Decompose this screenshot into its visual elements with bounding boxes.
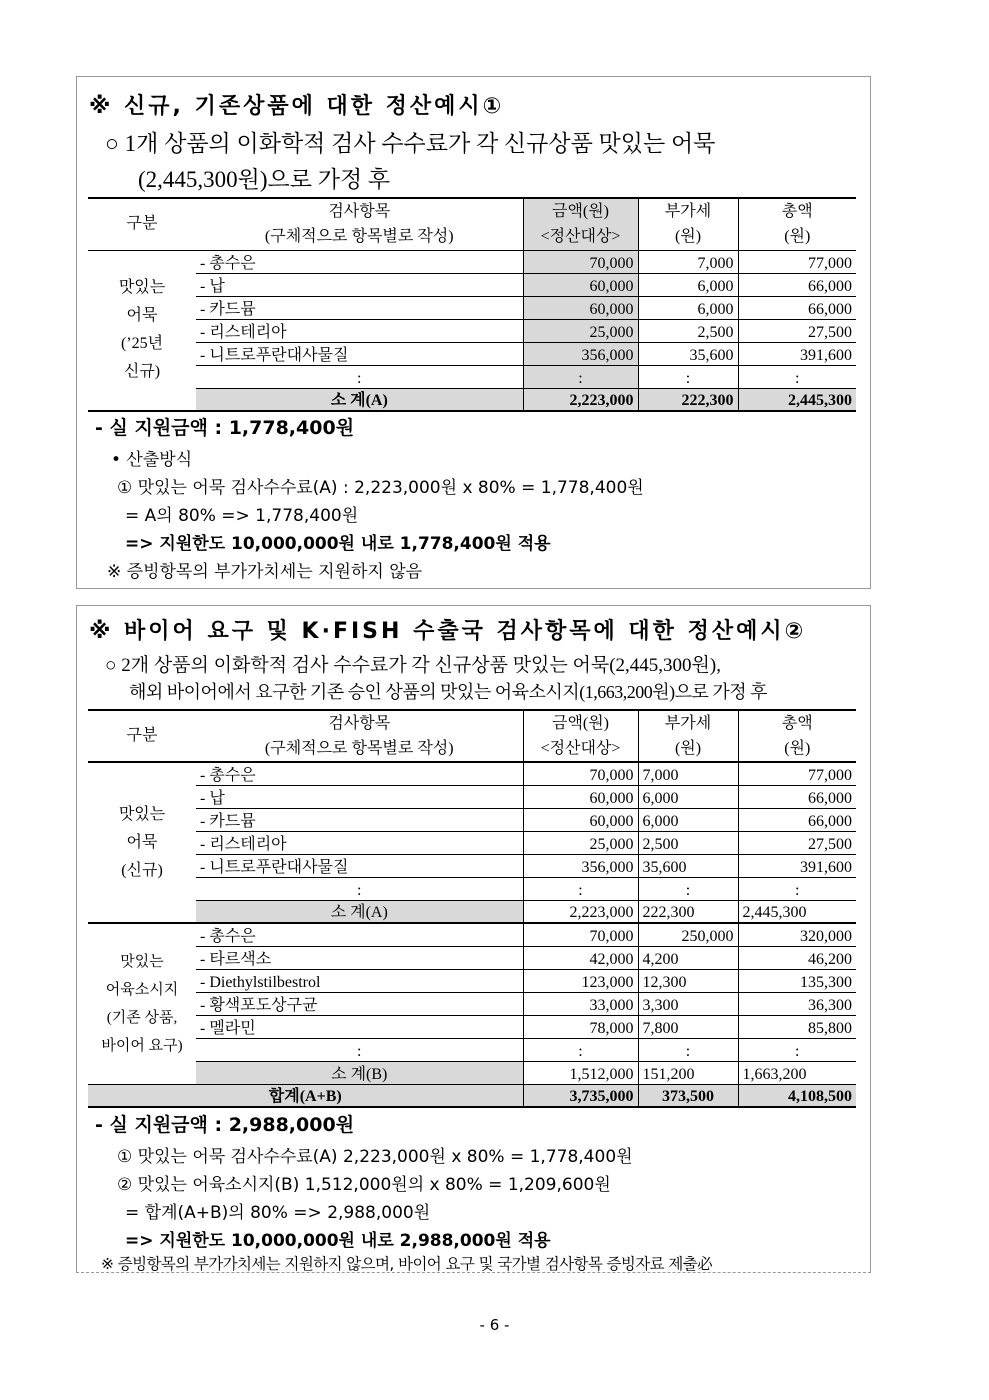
subtotal-total: 2,445,300: [738, 388, 856, 411]
subtotal-amount: 2,223,000: [523, 388, 638, 411]
item-amount: 70,000: [523, 250, 638, 273]
header-item: 검사항목: [328, 714, 391, 732]
section1-calc3: => 지원한도 10,000,000원 내로 1,778,400원 적용: [125, 534, 551, 554]
subtotal-label: 소 계(B): [196, 1061, 523, 1084]
item-vat: 6,000: [638, 785, 738, 808]
item-amount: 60,000: [523, 808, 638, 831]
item-total: 27,500: [738, 319, 856, 342]
item-amount: 78,000: [523, 1015, 638, 1038]
item-vat: 12,300: [638, 969, 738, 992]
example-box-1: [76, 76, 871, 589]
example-box-2: [76, 605, 871, 1273]
header-amount: 금액(원): [523, 710, 638, 736]
item-name: - 리스테리아: [200, 323, 287, 341]
item-name: - 총수은: [200, 927, 256, 945]
section1-assumption-line2: (2,445,300원)으로 가정 후: [138, 167, 391, 192]
item-vat: 35,600: [638, 342, 738, 365]
item-vat: 35,600: [638, 854, 738, 877]
table-row: [88, 342, 856, 365]
header-item-note: (구체적으로 항목별로 작성): [264, 739, 454, 757]
item-vat: 6,000: [638, 808, 738, 831]
settlement-table-1: [88, 197, 856, 412]
section1-assumption-line1: ○ 1개 상품의 이화학적 검사 수수료가 각 신규상품 맛있는 어묵: [105, 131, 716, 156]
item-total: 27,500: [738, 831, 856, 854]
item-name: - 납: [200, 789, 225, 807]
section2-calc3: = 합계(A+B)의 80% => 2,988,000원: [125, 1203, 431, 1223]
header-total: 총액: [738, 198, 856, 224]
item-total: :: [738, 365, 856, 388]
table-row: [88, 831, 856, 854]
header-total: 총액: [738, 710, 856, 736]
table-row: [88, 250, 856, 273]
item-amount: :: [523, 365, 638, 388]
header-total-unit: (원): [738, 736, 856, 762]
item-name: - 멜라민: [200, 1019, 256, 1037]
header-vat: 부가세: [638, 198, 738, 224]
section2-support-amount: - 실 지원금액 : 2,988,000원: [95, 1114, 355, 1136]
grand-total-vat: 373,500: [638, 1084, 738, 1107]
section2-calc4: => 지원한도 10,000,000원 내로 2,988,000원 적용: [125, 1231, 551, 1251]
grand-total-label: 합계(A+B): [88, 1084, 523, 1107]
section1-calc2: = A의 80% => 1,778,400원: [125, 506, 359, 526]
item-name: - 황색포도상구균: [200, 996, 318, 1014]
item-amount: 123,000: [523, 969, 638, 992]
header-vat-unit: (원): [638, 736, 738, 762]
table-row: [88, 877, 856, 900]
item-total: 77,000: [738, 762, 856, 785]
section1-support-amount: - 실 지원금액 : 1,778,400원: [95, 417, 355, 439]
item-vat: 4,200: [638, 946, 738, 969]
item-name: - 니트로푸란대사물질: [200, 858, 349, 876]
item-vat: 7,800: [638, 1015, 738, 1038]
section2-assumption-line1: ○ 2개 상품의 이화학적 검사 수수료가 각 신규상품 맛있는 어묵(2,445,300원),: [105, 655, 721, 676]
item-name: - 총수은: [200, 254, 256, 272]
header-vat-unit: (원): [638, 224, 738, 250]
table-row: [88, 923, 856, 946]
table-header-row: [88, 198, 856, 224]
subtotal-total: 2,445,300: [738, 900, 856, 923]
table-header-row: [88, 710, 856, 736]
item-total: 135,300: [738, 969, 856, 992]
item-vat: 2,500: [638, 319, 738, 342]
item-name: - 총수은: [200, 766, 256, 784]
subtotal-row: [88, 900, 856, 923]
item-amount: :: [523, 877, 638, 900]
item-name: - 타르색소: [200, 950, 272, 968]
section1-note: ※ 증빙항목의 부가가치세는 지원하지 않음: [107, 562, 423, 582]
item-name: :: [357, 881, 362, 899]
item-name: - 납: [200, 277, 225, 295]
group-label-sausage: 맛있는 어육소시지 (기존 상품, 바이어 요구): [101, 953, 183, 1054]
table-row: [88, 969, 856, 992]
settlement-table-2: [88, 709, 856, 1108]
table-row: [88, 854, 856, 877]
item-vat: 3,300: [638, 992, 738, 1015]
item-amount: 25,000: [523, 319, 638, 342]
subtotal-vat: 222,300: [638, 388, 738, 411]
section2-calc2: ② 맛있는 어육소시지(B) 1,512,000원의 x 80% = 1,209,600원: [117, 1175, 611, 1195]
table-row: [88, 946, 856, 969]
item-vat: :: [638, 1038, 738, 1061]
subtotal-vat: 151,200: [638, 1061, 738, 1084]
section2-title: ※ 바이어 요구 및 K·FISH 수출국 검사항목에 대한 정산예시②: [89, 619, 807, 644]
item-total: 46,200: [738, 946, 856, 969]
item-name: :: [357, 369, 362, 387]
item-total: 36,300: [738, 992, 856, 1015]
item-total: 320,000: [738, 923, 856, 946]
header-amount-note: <정산대상>: [523, 224, 638, 250]
section2-assumption-line2: 해외 바이어에서 요구한 기존 승인 상품의 맛있는 어육소시지(1,663,200원)으로 가정 후: [129, 682, 768, 702]
section2-note: ※ 증빙항목의 부가가치세는 지원하지 않으며, 바이어 요구 및 국가별 검사항목 증빙자료 제출必: [101, 1255, 713, 1273]
grand-total-row: [88, 1084, 856, 1107]
item-amount: 356,000: [523, 854, 638, 877]
subtotal-row: [88, 1061, 856, 1084]
item-amount: 70,000: [523, 762, 638, 785]
item-name: - 니트로푸란대사물질: [200, 346, 349, 364]
item-name: :: [357, 1042, 362, 1060]
item-amount: 33,000: [523, 992, 638, 1015]
item-name: - 카드뮴: [200, 300, 256, 318]
item-total: 66,000: [738, 808, 856, 831]
grand-total-total: 4,108,500: [738, 1084, 856, 1107]
table-row: [88, 992, 856, 1015]
item-vat: :: [638, 365, 738, 388]
item-name: - Diethylstilbestrol: [200, 973, 321, 991]
item-total: :: [738, 877, 856, 900]
page-number: - 6 -: [479, 1316, 510, 1334]
section1-calc-label: • 산출방식: [111, 450, 193, 470]
table-row: [88, 273, 856, 296]
header-amount-note: <정산대상>: [523, 736, 638, 762]
item-total: :: [738, 1038, 856, 1061]
item-total: 391,600: [738, 854, 856, 877]
section1-calc1: ① 맛있는 어묵 검사수수료(A) : 2,223,000원 x 80% = 1,778,400원: [117, 478, 644, 498]
item-vat: 250,000: [638, 923, 738, 946]
item-vat: 2,500: [638, 831, 738, 854]
table-row: [88, 319, 856, 342]
header-category: 구분: [126, 215, 158, 233]
table-header-row: [88, 224, 856, 250]
subtotal-vat: 222,300: [638, 900, 738, 923]
grand-total-amount: 3,735,000: [523, 1084, 638, 1107]
group-label-fishcake: 맛있는 어묵 (’25년 신규): [88, 250, 196, 411]
group-label-fishcake: 맛있는 어묵 (신규): [88, 762, 196, 923]
item-amount: 60,000: [523, 273, 638, 296]
item-total: 391,600: [738, 342, 856, 365]
subtotal-label: 소 계(A): [196, 900, 523, 923]
item-amount: 356,000: [523, 342, 638, 365]
subtotal-row: [88, 388, 856, 411]
subtotal-amount: 1,512,000: [523, 1061, 638, 1084]
subtotal-label: 소 계(A): [196, 388, 523, 411]
item-vat: 7,000: [638, 762, 738, 785]
table-row: [88, 808, 856, 831]
item-total: 85,800: [738, 1015, 856, 1038]
item-amount: 60,000: [523, 296, 638, 319]
item-total: 66,000: [738, 296, 856, 319]
table-row: [88, 1038, 856, 1061]
table-row: [88, 1015, 856, 1038]
item-name: - 카드뮴: [200, 812, 256, 830]
table-row: [88, 762, 856, 785]
header-total-unit: (원): [738, 224, 856, 250]
item-amount: :: [523, 1038, 638, 1061]
header-item: 검사항목: [328, 202, 391, 220]
table-row: [88, 296, 856, 319]
table-row: [88, 365, 856, 388]
item-total: 77,000: [738, 250, 856, 273]
item-amount: 42,000: [523, 946, 638, 969]
subtotal-amount: 2,223,000: [523, 900, 638, 923]
table-row: [88, 785, 856, 808]
subtotal-total: 1,663,200: [738, 1061, 856, 1084]
item-vat: 6,000: [638, 296, 738, 319]
item-vat: 6,000: [638, 273, 738, 296]
header-amount: 금액(원): [523, 198, 638, 224]
item-vat: :: [638, 877, 738, 900]
item-total: 66,000: [738, 785, 856, 808]
item-amount: 70,000: [523, 923, 638, 946]
header-vat: 부가세: [638, 710, 738, 736]
header-item-note: (구체적으로 항목별로 작성): [264, 227, 454, 245]
item-name: - 리스테리아: [200, 835, 287, 853]
section1-title: ※ 신규, 기존상품에 대한 정산예시①: [89, 94, 505, 119]
header-category: 구분: [126, 727, 158, 744]
item-amount: 60,000: [523, 785, 638, 808]
item-amount: 25,000: [523, 831, 638, 854]
section2-calc1: ① 맛있는 어묵 검사수수료(A) 2,223,000원 x 80% = 1,778,400원: [117, 1147, 633, 1167]
item-vat: 7,000: [638, 250, 738, 273]
table-header-row: [88, 736, 856, 762]
item-total: 66,000: [738, 273, 856, 296]
